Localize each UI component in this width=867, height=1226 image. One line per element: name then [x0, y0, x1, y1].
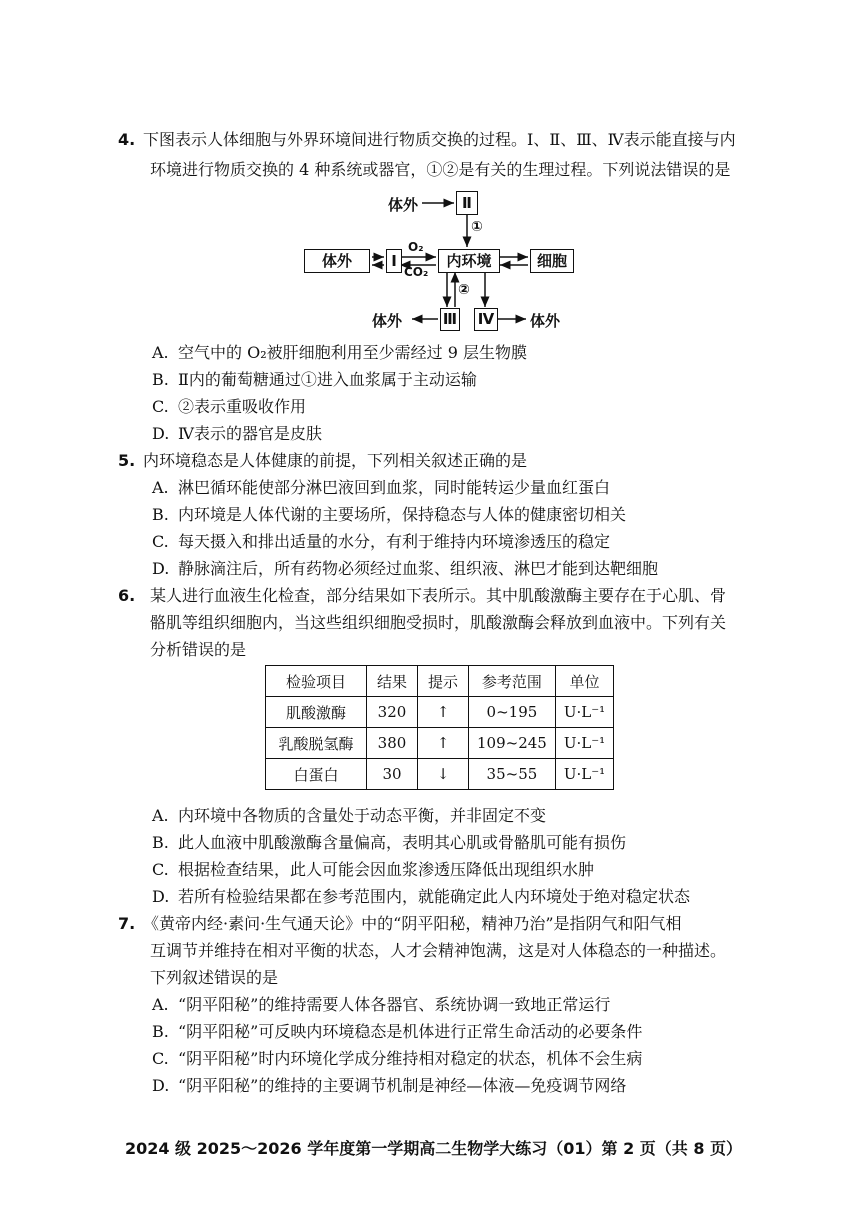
table-cell: 30: [367, 759, 418, 790]
table-cell: 乳酸脱氢酶: [266, 728, 367, 759]
q7-option-a: A. “阴平阳秘”的维持需要人体各器官、系统协调一致地正常运行: [152, 995, 611, 1014]
q7-option-d: D. “阴平阳秘”的维持的主要调节机制是神经—体液—免疫调节网络: [152, 1076, 627, 1095]
table-header: 结果: [367, 666, 418, 697]
table-cell: U·L⁻¹: [555, 697, 613, 728]
q4-option-c: C. ②表示重吸收作用: [152, 397, 307, 416]
table-header: 参考范围: [469, 666, 556, 697]
table-header: 提示: [418, 666, 469, 697]
q4-diagram: [300, 185, 580, 335]
process-1-label: ①: [471, 219, 483, 235]
q6-stem-line3: 分析错误的是: [150, 640, 247, 659]
q6-number: 6.: [118, 586, 136, 605]
q4-stem-line1: 下图表示人体细胞与外界环境间进行物质交换的过程。Ⅰ、Ⅱ、Ⅲ、Ⅳ表示能直接与内: [143, 130, 736, 149]
blood-test-table: [265, 665, 614, 790]
table-cell: 109~245: [469, 728, 556, 759]
q6-option-b: B. 此人血液中肌酸激酶含量偏高，表明其心肌或骨骼肌可能有损伤: [152, 833, 627, 852]
box-IV: Ⅳ: [474, 308, 498, 331]
page-footer: 2024 级 2025～2026 学年度第一学期高二生物学大练习（01）第 2 页（共 8 页）: [124, 1139, 743, 1158]
o2-label: O₂: [408, 240, 424, 254]
q4-option-a: A. 空气中的 O₂被肝细胞利用至少需经过 9 层生物膜: [152, 343, 527, 362]
q7-number: 7.: [118, 914, 136, 933]
table-cell: 0~195: [469, 697, 556, 728]
q5-option-c: C. 每天摄入和排出适量的水分，有利于维持内环境渗透压的稳定: [152, 532, 611, 551]
outside-top-label: 体外: [388, 196, 419, 214]
outside-bottom-left-label: 体外: [372, 312, 403, 330]
q4-stem-line2: 环境进行物质交换的 4 种系统或器官，①②是有关的生理过程。下列说法错误的是: [150, 160, 731, 179]
cell-box: 细胞: [530, 249, 574, 273]
q5-number: 5.: [118, 451, 136, 470]
table-cell: ↑: [418, 697, 469, 728]
q5-option-a: A. 淋巴循环能使部分淋巴液回到血浆，同时能转运少量血红蛋白: [152, 478, 611, 497]
q6-option-d: D. 若所有检验结果都在参考范围内，就能确定此人内环境处于绝对稳定状态: [152, 887, 691, 906]
table-row: [266, 728, 614, 759]
box-I: Ⅰ: [386, 249, 402, 273]
co2-label: CO₂: [404, 265, 429, 279]
q7-stem-line1: 《黄帝内经·素问·生气通天论》中的“阴平阳秘，精神乃治”是指阴气和阳气相: [143, 914, 682, 933]
q7-stem-line3: 下列叙述错误的是: [150, 968, 279, 987]
q6-option-c: C. 根据检查结果，此人可能会因血浆渗透压降低出现组织水肿: [152, 860, 595, 879]
table-cell: 肌酸激酶: [266, 697, 367, 728]
table-cell: 35~55: [469, 759, 556, 790]
table-cell: U·L⁻¹: [555, 759, 613, 790]
table-cell: 320: [367, 697, 418, 728]
box-III: Ⅲ: [440, 308, 460, 331]
q4-option-b: B. Ⅱ内的葡萄糖通过①进入血浆属于主动运输: [152, 370, 477, 389]
internal-environment-box: 内环境: [438, 249, 500, 273]
table-cell: 白蛋白: [266, 759, 367, 790]
q4-option-d: D. Ⅳ表示的器官是皮肤: [152, 424, 322, 443]
table-header: 单位: [555, 666, 613, 697]
q6-option-a: A. 内环境中各物质的含量处于动态平衡，并非固定不变: [152, 806, 547, 825]
table-cell: ↑: [418, 728, 469, 759]
q7-option-b: B. “阴平阳秘”可反映内环境稳态是机体进行正常生命活动的必要条件: [152, 1022, 643, 1041]
outside-left-box: 体外: [304, 249, 370, 273]
q6-stem-line2: 骼肌等组织细胞内，当这些组织细胞受损时，肌酸激酶会释放到血液中。下列有关: [150, 613, 727, 632]
table-row: [266, 697, 614, 728]
q7-stem-line2: 互调节并维持在相对平衡的状态，人才会精神饱满，这是对人体稳态的一种描述。: [150, 941, 727, 960]
q5-option-b: B. 内环境是人体代谢的主要场所，保持稳态与人体的健康密切相关: [152, 505, 627, 524]
q5-option-d: D. 静脉滴注后，所有药物必须经过血浆、组织液、淋巴才能到达靶细胞: [152, 559, 659, 578]
q7-option-c: C. “阴平阳秘”时内环境化学成分维持相对稳定的状态，机体不会生病: [152, 1049, 643, 1068]
table-row: [266, 759, 614, 790]
q5-stem: 内环境稳态是人体健康的前提，下列相关叙述正确的是: [143, 451, 528, 470]
process-2-label: ②: [458, 282, 470, 298]
q4-number: 4.: [118, 130, 136, 149]
box-II: Ⅱ: [456, 191, 478, 215]
table-cell: ↓: [418, 759, 469, 790]
q6-stem-line1: 某人进行血液生化检查，部分结果如下表所示。其中肌酸激酶主要存在于心肌、骨: [150, 586, 727, 605]
table-cell: U·L⁻¹: [555, 728, 613, 759]
table-header: 检验项目: [266, 666, 367, 697]
table-cell: 380: [367, 728, 418, 759]
table-header-row: [266, 666, 614, 697]
outside-bottom-right-label: 体外: [530, 312, 561, 330]
